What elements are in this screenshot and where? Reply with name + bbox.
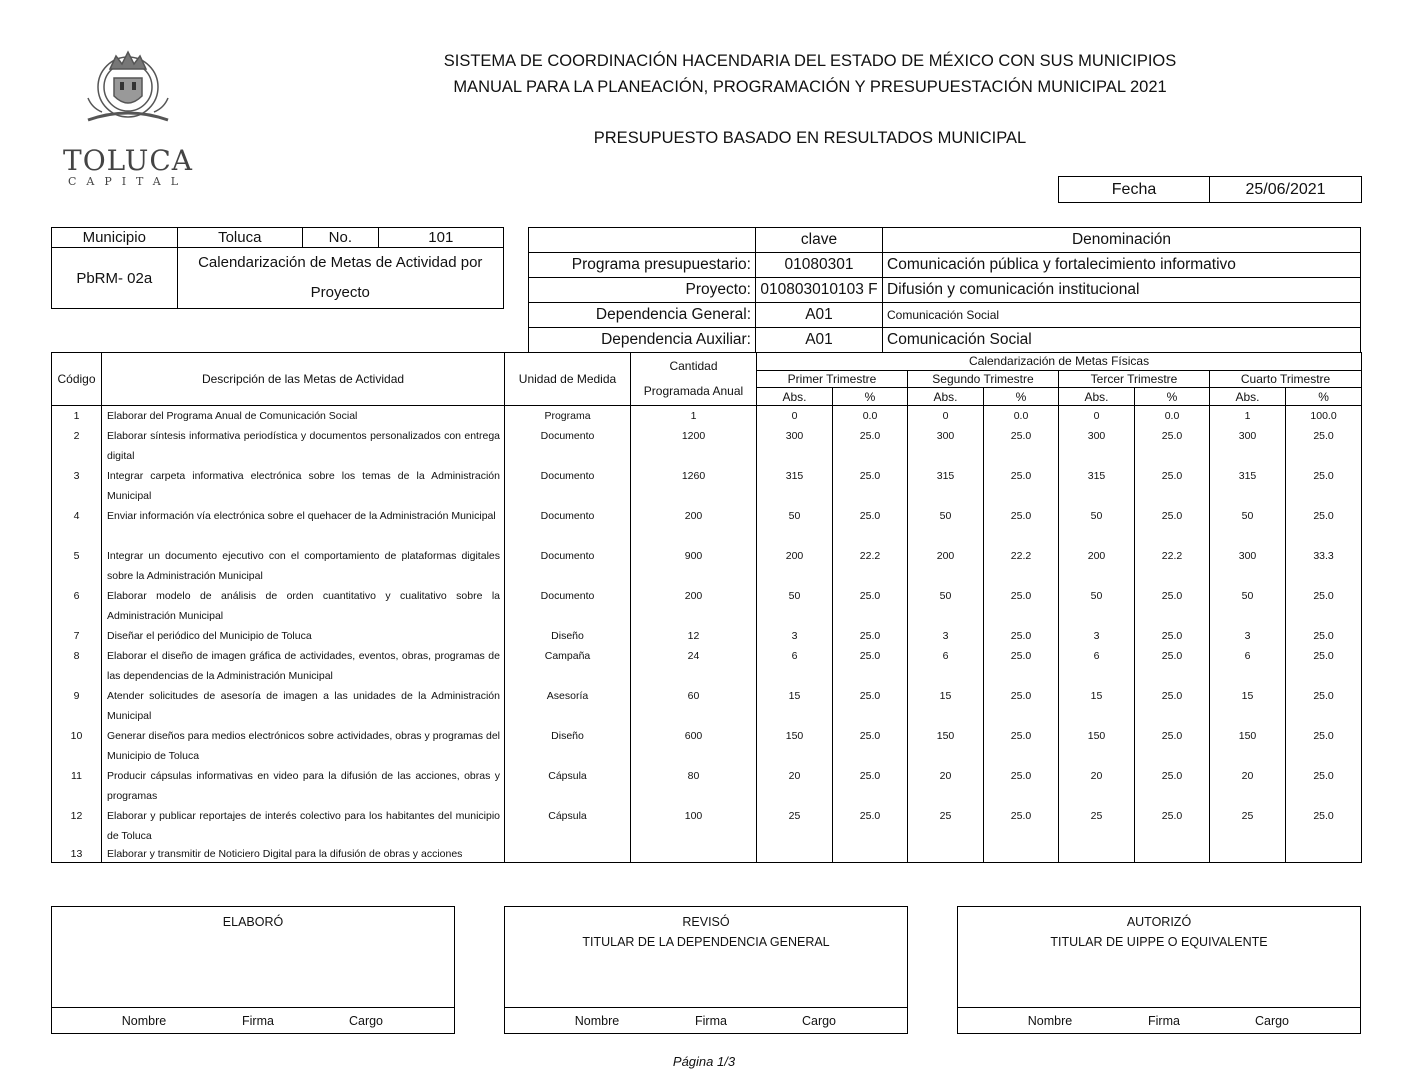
pct-cell: 25.0 [984,586,1059,626]
codigo-cell: 12 [52,806,102,846]
abs-cell: 315 [757,466,833,506]
cantidad-header-line-1: Cantidad [669,359,718,373]
cantidad-header-line-2: Programada Anual [643,384,744,398]
pct-header: % [833,388,908,406]
abs-cell [757,846,833,863]
abs-cell: 300 [908,426,984,466]
pct-cell: 25.0 [1135,646,1210,686]
codigo-cell: 2 [52,426,102,466]
unidad-cell: Documento [505,426,631,466]
abs-cell: 50 [1210,506,1286,546]
pct-cell: 25.0 [1286,766,1362,806]
codigo-cell: 13 [52,846,102,863]
descripcion-header: Descripción de las Metas de Actividad [102,353,505,406]
abs-cell: 25 [1059,806,1135,846]
header-line-1: SISTEMA DE COORDINACIÓN HACENDARIA DEL ESTADO DE MÉXICO CON SUS MUNICIPIOS [443,52,1177,70]
info-row [529,328,1361,353]
signature-title: AUTORIZÓ [1126,915,1192,929]
table-row [52,766,1362,806]
abs-cell: 20 [757,766,833,806]
info-denominacion: Comunicación Social [883,328,1361,353]
firma-label: Firma [1148,1014,1180,1028]
descripcion-cell: Diseñar el periódico del Municipio de Toluca [102,626,505,646]
info-label: Proyecto: [529,278,756,303]
descripcion-cell: Integrar un documento ejecutivo con el comportamiento de plataformas digitales sobre la Administración Municipal [102,546,505,586]
abs-cell [1210,846,1286,863]
cantidad-cell: 200 [631,506,757,546]
cantidad-cell [631,846,757,863]
abs-cell: 300 [1210,426,1286,466]
abs-cell: 20 [1059,766,1135,806]
cargo-label: Cargo [1254,1014,1290,1028]
logo-subtitle: CAPITAL [67,175,189,188]
codigo-cell: 7 [52,626,102,646]
abs-header: Abs. [1210,388,1286,406]
coat-of-arms-icon [58,42,198,142]
abs-cell: 0 [1059,406,1135,427]
pct-cell: 25.0 [833,646,908,686]
info-label: Dependencia Auxiliar: [529,328,756,353]
pct-cell: 25.0 [984,726,1059,766]
descripcion-cell: Integrar carpeta informativa electrónica sobre los temas de la Administración Municipal [102,466,505,506]
info-label: Programa presupuestario: [529,253,756,278]
cargo-label: Cargo [801,1014,837,1028]
pct-cell: 25.0 [1286,806,1362,846]
unidad-cell: Documento [505,466,631,506]
codigo-cell: 11 [52,766,102,806]
abs-cell: 200 [1059,546,1135,586]
table-row [52,726,1362,766]
cantidad-header [631,353,757,406]
abs-cell: 6 [757,646,833,686]
municipio-value: Toluca [177,228,302,248]
cantidad-cell: 80 [631,766,757,806]
pct-cell: 100.0 [1286,406,1362,427]
codigo-cell: 3 [52,466,102,506]
pct-cell: 25.0 [833,806,908,846]
codigo-cell: 9 [52,686,102,726]
abs-cell: 150 [908,726,984,766]
form-title-line-1: Calendarización de Metas de Actividad por [198,254,483,271]
descripcion-cell: Elaborar del Programa Anual de Comunicación Social [102,406,505,427]
table-row [52,426,1362,466]
abs-cell [1059,846,1135,863]
info-row [529,253,1361,278]
firma-label: Firma [695,1014,727,1028]
table-row [52,506,1362,546]
info-clave: A01 [756,303,883,328]
nombre-label: Nombre [574,1014,620,1028]
info-clave: 01080301 [756,253,883,278]
pct-cell [1286,846,1362,863]
abs-cell: 6 [1059,646,1135,686]
abs-cell: 315 [1210,466,1286,506]
abs-cell: 3 [1210,626,1286,646]
pct-cell: 25.0 [984,646,1059,686]
abs-cell: 15 [908,686,984,726]
trimestre-header: Tercer Trimestre [1059,370,1210,388]
cantidad-cell: 24 [631,646,757,686]
signature-title: ELABORÓ [222,915,284,929]
abs-cell: 1 [1210,406,1286,427]
abs-cell: 25 [1210,806,1286,846]
pct-cell: 25.0 [833,766,908,806]
table-row [52,686,1362,726]
descripcion-cell: Producir cápsulas informativas en video para la difusión de las acciones, obras y programas [102,766,505,806]
municipio-info-table [51,227,504,309]
codigo-cell: 5 [52,546,102,586]
cantidad-cell: 12 [631,626,757,646]
abs-cell: 315 [908,466,984,506]
pct-cell: 25.0 [1135,766,1210,806]
pct-cell: 25.0 [984,626,1059,646]
info-label: Dependencia General: [529,303,756,328]
cantidad-cell: 1200 [631,426,757,466]
abs-cell: 15 [1059,686,1135,726]
pct-cell: 25.0 [1135,426,1210,466]
abs-cell: 0 [757,406,833,427]
unidad-cell: Campaña [505,646,631,686]
pct-cell: 25.0 [1286,646,1362,686]
logo-name: TOLUCA [63,144,193,177]
pct-cell: 0.0 [1135,406,1210,427]
fecha-label: Fecha [1059,177,1210,202]
unidad-cell: Asesoría [505,686,631,726]
pct-cell: 25.0 [1286,466,1362,506]
abs-cell: 25 [908,806,984,846]
pct-cell: 25.0 [833,506,908,546]
pct-cell: 25.0 [833,686,908,726]
unidad-cell: Cápsula [505,766,631,806]
pct-header: % [984,388,1059,406]
codigo-cell: 4 [52,506,102,546]
nombre-label: Nombre [1027,1014,1073,1028]
fecha-box [1058,176,1362,203]
pct-cell: 25.0 [1286,586,1362,626]
pct-cell: 0.0 [984,406,1059,427]
denominacion-header: Denominación [883,228,1361,253]
descripcion-cell: Enviar información vía electrónica sobre el quehacer de la Administración Municipal [102,506,505,546]
table-row [52,626,1362,646]
trimestre-header: Cuarto Trimestre [1210,370,1362,388]
abs-cell: 150 [1210,726,1286,766]
pct-cell: 25.0 [984,426,1059,466]
table-row [52,546,1362,586]
abs-cell: 200 [908,546,984,586]
abs-cell: 50 [1210,586,1286,626]
signature-subtitle: TITULAR DE LA DEPENDENCIA GENERAL [582,935,830,949]
table-row [52,466,1362,506]
pct-cell: 22.2 [833,546,908,586]
signature-box-reviso [504,906,908,1034]
cantidad-cell: 100 [631,806,757,846]
abs-cell: 50 [908,586,984,626]
pct-cell: 25.0 [833,726,908,766]
pct-cell [833,846,908,863]
form-title-line-2: Proyecto [310,284,370,301]
abs-cell: 50 [1059,586,1135,626]
abs-cell: 6 [1210,646,1286,686]
pct-cell: 25.0 [1286,626,1362,646]
pct-cell: 25.0 [1135,506,1210,546]
descripcion-cell: Generar diseños para medios electrónicos sobre actividades, obras y programas del Municipio de Toluca [102,726,505,766]
abs-cell: 50 [757,586,833,626]
cantidad-cell: 60 [631,686,757,726]
descripcion-cell: Elaborar síntesis informativa periodística y documentos personalizados con entrega digital [102,426,505,466]
table-row [52,846,1362,863]
info-clave: 010803010103 F [756,278,883,303]
blank-cell [529,228,756,253]
abs-cell: 50 [1059,506,1135,546]
table-row [52,646,1362,686]
unidad-cell: Documento [505,506,631,546]
signature-box-autorizo [957,906,1361,1034]
signature-title: REVISÓ [682,915,730,929]
descripcion-cell: Atender solicitudes de asesoría de imagen a las unidades de la Administración Municipal [102,686,505,726]
pct-cell: 25.0 [984,506,1059,546]
page-number: Página 1/3 [672,1054,736,1069]
toluca-logo [58,42,198,189]
abs-cell: 200 [757,546,833,586]
unidad-cell: Documento [505,546,631,586]
unidad-cell: Documento [505,586,631,626]
info-row [529,278,1361,303]
cantidad-cell: 600 [631,726,757,766]
pct-cell: 22.2 [1135,546,1210,586]
abs-cell: 150 [757,726,833,766]
abs-cell: 3 [908,626,984,646]
no-label: No. [303,228,379,248]
table-row [52,586,1362,626]
pct-cell: 25.0 [984,686,1059,726]
pct-cell: 25.0 [1135,586,1210,626]
unidad-cell: Diseño [505,626,631,646]
cantidad-cell: 1 [631,406,757,427]
codigo-cell: 1 [52,406,102,427]
pct-cell: 33.3 [1286,546,1362,586]
abs-cell: 15 [757,686,833,726]
abs-cell: 300 [1210,546,1286,586]
info-clave: A01 [756,328,883,353]
pct-cell: 25.0 [984,806,1059,846]
unidad-cell: Cápsula [505,806,631,846]
header-line-2: MANUAL PARA LA PLANEACIÓN, PROGRAMACIÓN Y PRESUPUESTACIÓN MUNICIPAL 2021 [453,78,1167,96]
pct-cell: 25.0 [1135,726,1210,766]
fecha-value: 25/06/2021 [1245,181,1326,198]
unidad-cell [505,846,631,863]
pct-cell: 25.0 [984,466,1059,506]
abs-cell: 50 [908,506,984,546]
cargo-label: Cargo [348,1014,384,1028]
pct-cell: 25.0 [1135,686,1210,726]
form-code: PbRM- 02a [52,248,178,309]
pct-cell: 25.0 [1286,726,1362,766]
calendarizacion-header: Calendarización de Metas Físicas [757,353,1362,371]
pct-cell: 22.2 [984,546,1059,586]
abs-cell: 15 [1210,686,1286,726]
abs-cell: 315 [1059,466,1135,506]
abs-header: Abs. [908,388,984,406]
pct-cell: 25.0 [1286,506,1362,546]
form-title [177,248,503,309]
abs-cell: 0 [908,406,984,427]
descripcion-cell: Elaborar el diseño de imagen gráfica de actividades, eventos, obras, programas de las dependencias de la Administración Municipal [102,646,505,686]
trimestre-header: Segundo Trimestre [908,370,1059,388]
pct-cell: 0.0 [833,406,908,427]
abs-cell: 50 [757,506,833,546]
cantidad-cell: 200 [631,586,757,626]
cantidad-cell: 1260 [631,466,757,506]
metas-table [51,352,1362,863]
program-info-table [528,227,1361,353]
info-denominacion: Comunicación Social [883,303,1361,328]
signature-box-elaboro [51,906,455,1034]
abs-cell: 150 [1059,726,1135,766]
abs-cell: 3 [757,626,833,646]
pct-cell: 25.0 [984,766,1059,806]
trimestre-header: Primer Trimestre [757,370,908,388]
table-row [52,806,1362,846]
pct-cell: 25.0 [1286,426,1362,466]
abs-cell: 6 [908,646,984,686]
no-value: 101 [378,228,503,248]
pct-cell: 25.0 [1135,806,1210,846]
abs-cell: 3 [1059,626,1135,646]
codigo-cell: 10 [52,726,102,766]
abs-cell: 20 [908,766,984,806]
pct-cell: 25.0 [1135,626,1210,646]
header-line-3: PRESUPUESTO BASADO EN RESULTADOS MUNICIPAL [593,129,1027,147]
info-row [529,303,1361,328]
info-denominacion: Difusión y comunicación institucional [883,278,1361,303]
codigo-header: Código [52,353,102,406]
pct-cell: 25.0 [1286,686,1362,726]
pct-cell: 25.0 [833,426,908,466]
nombre-label: Nombre [121,1014,167,1028]
pct-cell: 25.0 [833,586,908,626]
descripcion-cell: Elaborar y transmitir de Noticiero Digital para la difusión de obras y acciones [102,846,505,863]
abs-cell: 25 [757,806,833,846]
pct-cell: 25.0 [1135,466,1210,506]
table-row [52,406,1362,427]
municipio-label: Municipio [52,228,178,248]
unidad-cell: Programa [505,406,631,427]
abs-cell: 20 [1210,766,1286,806]
signature-subtitle: TITULAR DE UIPPE O EQUIVALENTE [1050,935,1268,949]
pct-cell [984,846,1059,863]
descripcion-cell: Elaborar modelo de análisis de orden cuantitativo y cualitativo sobre la Administración Municipal [102,586,505,626]
codigo-cell: 6 [52,586,102,626]
abs-cell: 300 [1059,426,1135,466]
pct-header: % [1286,388,1362,406]
descripcion-cell: Elaborar y publicar reportajes de interés colectivo para los habitantes del municipio de Toluca [102,806,505,846]
abs-header: Abs. [1059,388,1135,406]
info-denominacion: Comunicación pública y fortalecimiento informativo [883,253,1361,278]
pct-cell [1135,846,1210,863]
abs-cell: 300 [757,426,833,466]
clave-header: clave [756,228,883,253]
abs-cell [908,846,984,863]
pct-header: % [1135,388,1210,406]
abs-header: Abs. [757,388,833,406]
unidad-header: Unidad de Medida [505,353,631,406]
firma-label: Firma [242,1014,274,1028]
pct-cell: 25.0 [833,466,908,506]
codigo-cell: 8 [52,646,102,686]
unidad-cell: Diseño [505,726,631,766]
pct-cell: 25.0 [833,626,908,646]
cantidad-cell: 900 [631,546,757,586]
